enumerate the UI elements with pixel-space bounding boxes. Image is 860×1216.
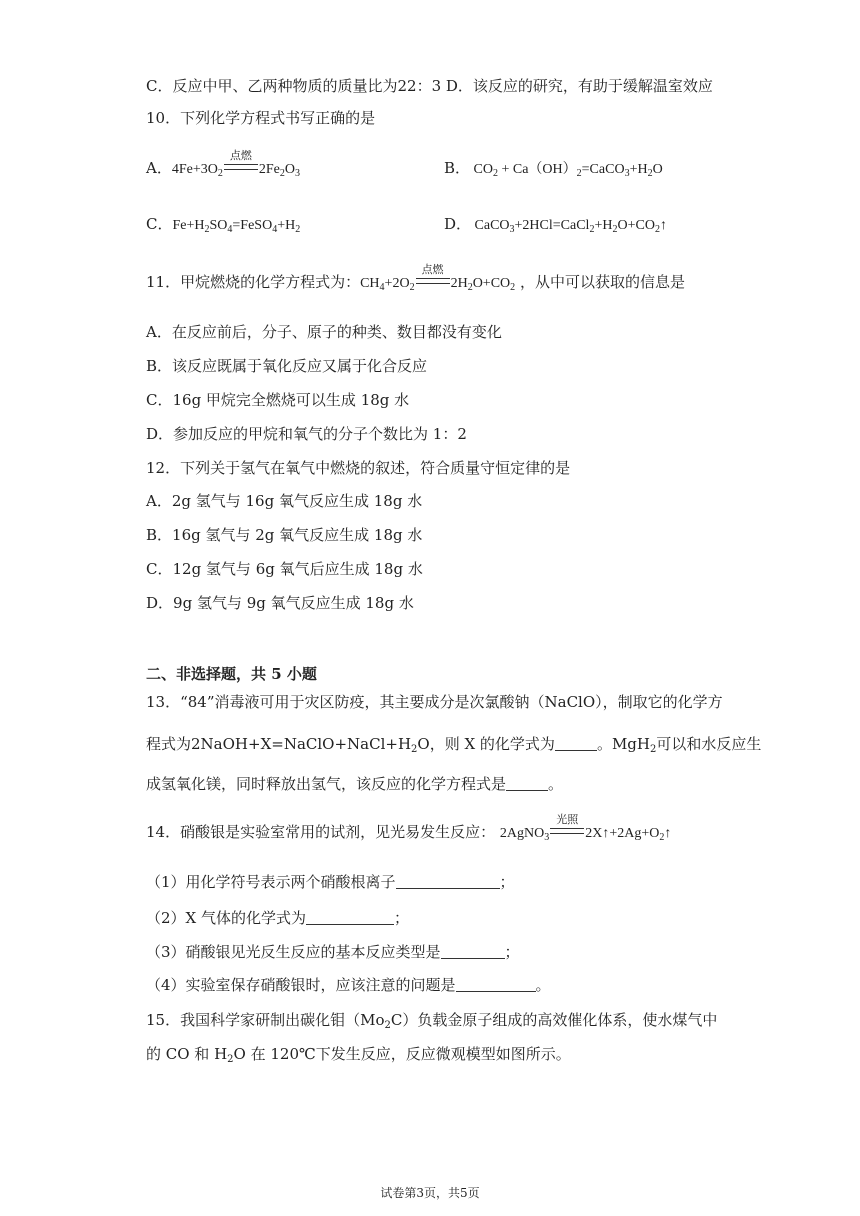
- q11-option-a: A．在反应前后，分子、原子的种类、数目都没有变化: [146, 323, 502, 341]
- q14-sub-4: （4）实验室保存硝酸银时，应该注意的问题是 。: [146, 976, 551, 994]
- q14-sub-2: （2）X 气体的化学式为 ；: [146, 909, 410, 927]
- q10-option-d: D． $CaCO_3+2HCl=CaCl_2+H_2O+CO_2↑$: [444, 215, 667, 235]
- option-line-c-d-prev: C．反应中甲、乙两种物质的质量比为22：3 D．该反应的研究，有助于缓解温室效应: [146, 77, 713, 95]
- q15-line-2: 的 CO 和 $H_2O$ 在 120℃下发生反应，反应微观模型如图所示。: [146, 1045, 571, 1065]
- q12-option-b: B．16g 氢气与 2g 氧气反应生成 18g 水: [146, 526, 423, 544]
- q12-stem: 12．下列关于氢气在氧气中燃烧的叙述，符合质量守恒定律的是: [146, 459, 571, 477]
- reaction-condition: 点燃: [415, 274, 451, 294]
- q12-option-c: C．12g 氢气与 6g 氧气后应生成 18g 水: [146, 560, 423, 578]
- q11-option-d: D．参加反应的甲烷和氧气的分子个数比为 1：2: [146, 425, 467, 443]
- q13-line-2: 程式为$2NaOH+X=NaClO+NaCl+H_2O$，则 X 的化学式为 。MgH$_2$可以和水反应生: [146, 735, 762, 755]
- reaction-condition: 点燃: [223, 160, 259, 180]
- q13-line-3: 成氢氧化镁，同时释放出氢气，该反应的化学方程式是 。: [146, 775, 564, 793]
- q12-option-a: A．2g 氢气与 16g 氧气反应生成 18g 水: [146, 492, 423, 510]
- q10-option-b: B． $CO_2$ + $Ca(OH)_2=CaCO_3+H_2O$: [444, 159, 663, 179]
- reaction-condition: 光照: [549, 824, 585, 844]
- answer-blank[interactable]: [506, 776, 548, 791]
- page-footer: 试卷第3页，共5页: [380, 1186, 480, 1200]
- answer-blank[interactable]: [396, 874, 500, 889]
- q10-option-c: C．$Fe+H_2SO_4=FeSO_4+H_2$: [146, 215, 301, 235]
- q14-sub-1: （1）用化学符号表示两个硝酸根离子 ；: [146, 873, 515, 891]
- q11-option-b: B．该反应既属于氧化反应又属于化合反应: [146, 357, 428, 375]
- q11-option-c: C．16g 甲烷完全燃烧可以生成 18g 水: [146, 391, 410, 409]
- q11-stem: 11．甲烷燃烧的化学方程式为：$CH_4+2O_2$ 点燃 $2H_2O+CO_2$ ，从中可以获取的信息是: [146, 264, 685, 293]
- q12-option-d: D．9g 氢气与 9g 氧气反应生成 18g 水: [146, 594, 414, 612]
- answer-blank[interactable]: [441, 944, 505, 959]
- q10-stem: 10．下列化学方程式书写正确的是: [146, 109, 376, 127]
- answer-blank[interactable]: [555, 736, 597, 751]
- section-heading: 二、非选择题，共 5 小题: [146, 665, 317, 683]
- q14-stem: 14．硝酸银是实验室常用的试剂，见光易发生反应： 2AgNO$_3$ 光照 $2X↑+2Ag+O_2↑$: [146, 814, 672, 843]
- q15-line-1: 15．我国科学家研制出碳化钼$(Mo_2C)$负载金原子组成的高效催化体系，使水煤气中: [146, 1011, 718, 1031]
- q14-sub-3: （3）硝酸银见光反生反应的基本反应类型是 ；: [146, 943, 520, 961]
- q10-option-a: A．$4Fe+3O_2$ 点燃 $2Fe_2O_3$: [146, 150, 300, 179]
- q13-line-1: 13．“84”消毒液可用于灾区防疫，其主要成分是次氯酸钠（NaClO），制取它的化学方: [146, 693, 723, 711]
- answer-blank[interactable]: [306, 910, 394, 925]
- answer-blank[interactable]: [456, 977, 536, 992]
